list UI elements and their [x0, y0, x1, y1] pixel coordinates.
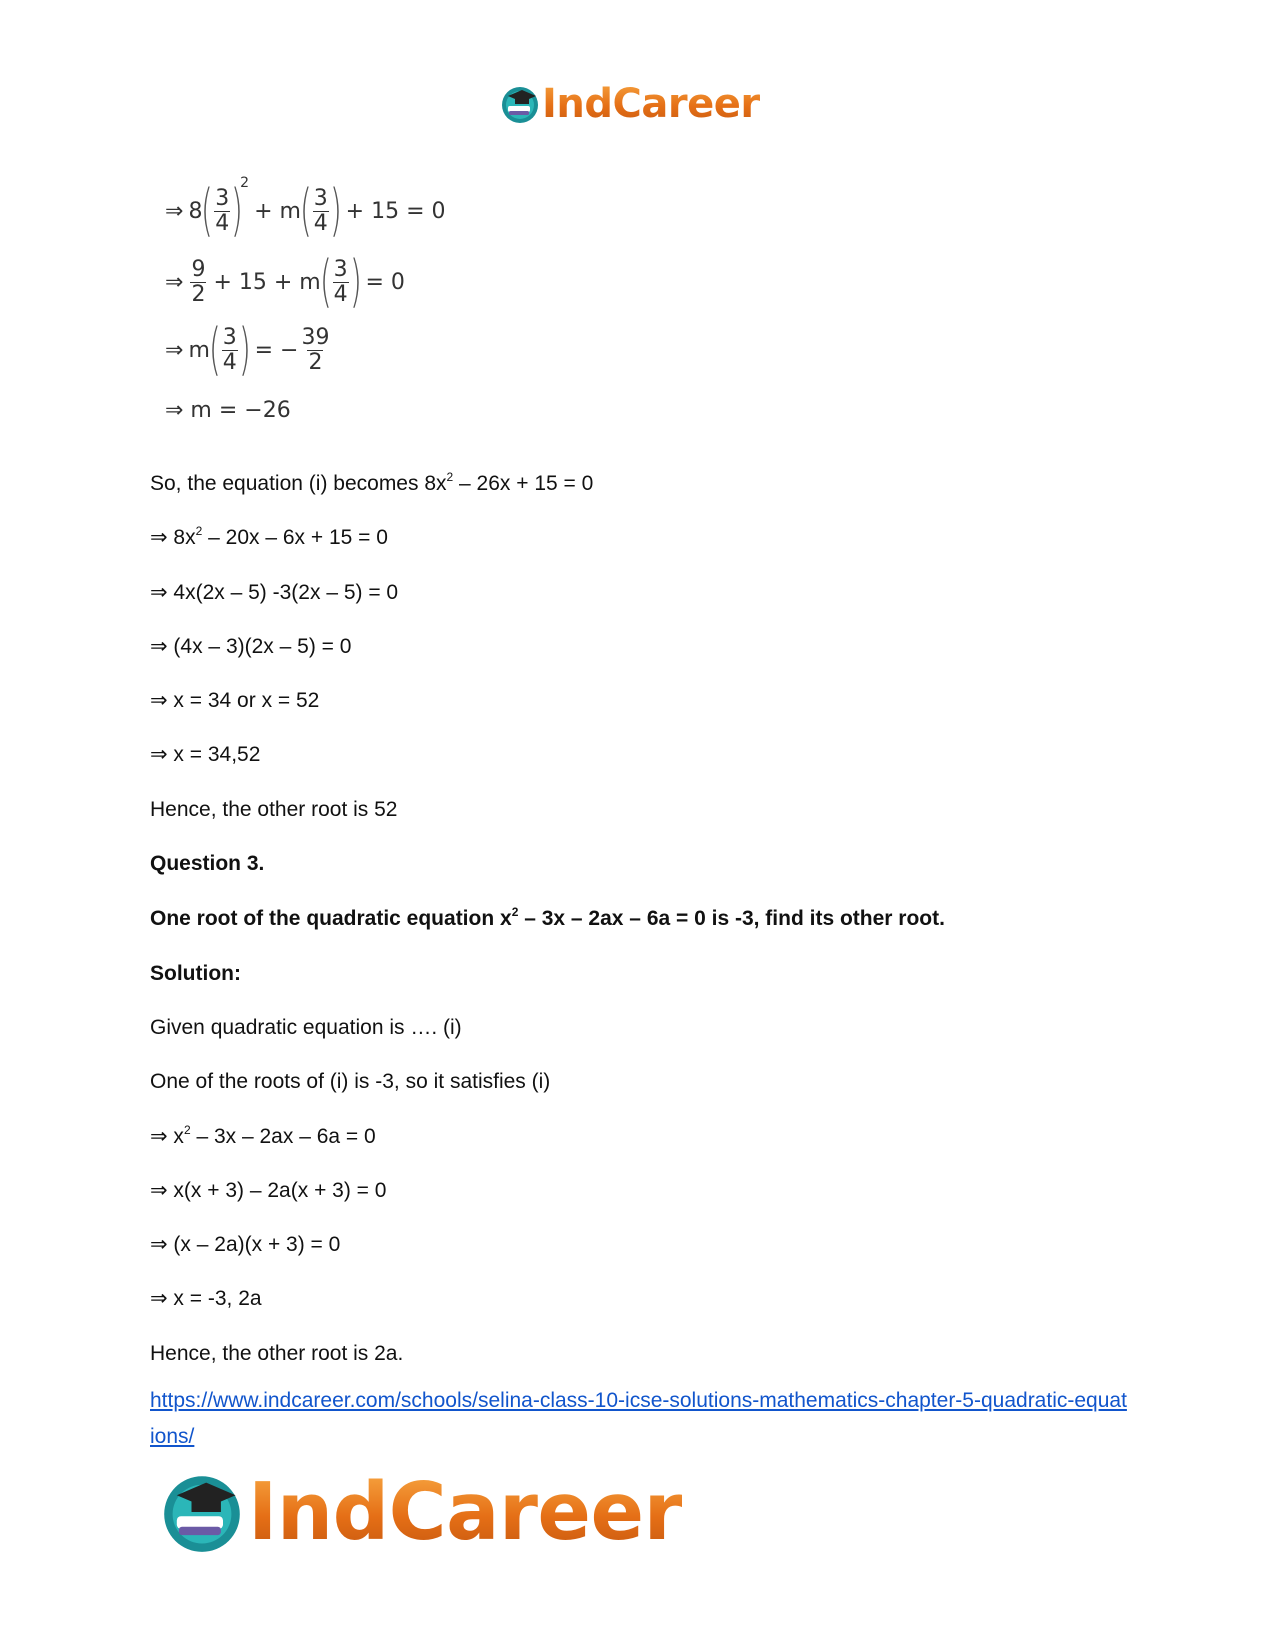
- equation-line: ⇒ x = 34,52: [150, 743, 261, 766]
- equation-line: ⇒ (x – 2a)(x + 3) = 0: [150, 1233, 341, 1256]
- solution-heading: Solution:: [150, 962, 241, 985]
- math-line-1: ⇒ 8 ( $\frac{3}{4}$ ) 2 + m ( $\frac{3}{4}$ ) + 15 = 0: [165, 175, 446, 243]
- equation-line: ⇒ x(x + 3) – 2a(x + 3) = 0: [150, 1179, 387, 1202]
- solution-text: One of the roots of (i) is -3, so it satisfies (i): [150, 1070, 551, 1093]
- question-text: One root of the quadratic equation $x^2 - 3x - 2ax - 6a = 0$ is -3, find its other root.: [150, 905, 945, 930]
- math-line-3: ⇒ m ( $\frac{3}{4}$ ) = − $\frac{39}{2}$: [165, 317, 330, 382]
- equation-line: ⇒ 4x(2x – 5) -3(2x – 5) = 0: [150, 581, 399, 604]
- question-title: Question 3.: [150, 852, 265, 875]
- equation-line: So, the equation (i) becomes $8x^2 - 26x + 15 = 0$: [150, 470, 594, 495]
- graduation-globe-icon: [500, 84, 540, 124]
- solution-text: Given quadratic equation is …. (i): [150, 1016, 462, 1039]
- source-link[interactable]: https://www.indcareer.com/schools/selina-class-10-icse-solutions-mathematics-chapter-5-quadratic-equations/: [150, 1389, 1127, 1448]
- equation-line: ⇒ (4x – 3)(2x – 5) = 0: [150, 635, 352, 658]
- graduation-globe-icon: [160, 1470, 244, 1554]
- math-line-2: ⇒ $\frac{9}{2}$ + 15 + m ( $\frac{3}{4}$ ) = 0: [165, 249, 405, 314]
- header-logo: [500, 74, 760, 134]
- conclusion-text: Hence, the other root is 52: [150, 798, 398, 821]
- equation-line: ⇒ $8x^2 - 20x - 6x + 15 = 0$: [150, 524, 388, 549]
- equation-line: ⇒ x = 34 or x = 52: [150, 689, 320, 712]
- equation-line: ⇒ $x^2 - 3x - 2ax - 6a = 0$: [150, 1123, 376, 1148]
- brand-name: IndCareer: [248, 1465, 683, 1558]
- equation-line: ⇒ x = -3, 2a: [150, 1287, 262, 1310]
- footer-logo: [160, 1466, 682, 1558]
- conclusion-text: Hence, the other root is 2a.: [150, 1342, 404, 1365]
- math-line-4: ⇒ m = −26: [165, 398, 291, 423]
- brand-name: IndCareer: [542, 81, 760, 127]
